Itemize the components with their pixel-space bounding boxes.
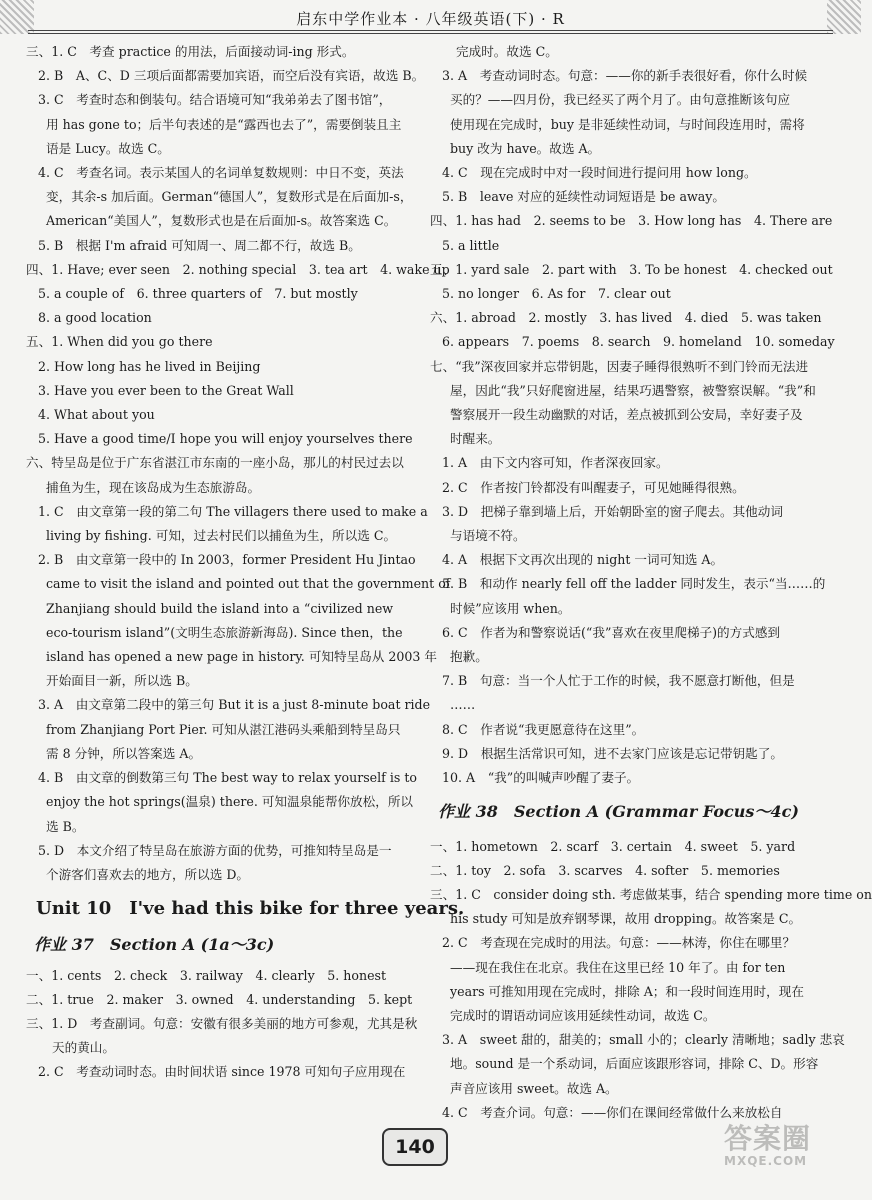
answer-line: 4. C 考查介词。句意：——你们在课间经常做什么来放松自 [442,1104,783,1120]
answer-line: 1. A 由下文内容可知，作者深夜回家。 [442,455,669,471]
answer-line: 2. C 考查现在完成时的用法。句意：——林涛，你住在哪里？ [442,935,796,951]
answer-line: living by fishing. 可知，过去村民们以捕鱼为生，所以选 C。 [46,528,397,544]
watermark-logo [724,1124,844,1168]
answer-line: 4. A 根据下文再次出现的 night 一词可知选 A。 [442,552,724,568]
answer-line: 5. a little [442,237,500,253]
answer-line: 买的？——四月份，我已经买了两个月了。由句意推断该句应 [450,92,791,108]
header-rule [28,30,833,31]
answer-line: 七、“我”深夜回家并忘带钥匙，因妻子睡得很熟听不到门铃而无法进 [430,358,809,374]
left-column [26,40,465,1085]
answer-line: buy 改为 have。故选 A。 [450,140,601,156]
answer-line: 声音应该用 sweet。故选 A。 [450,1080,618,1096]
homework-38-title: 作业 38 Section A (Grammar Focus～4c) [438,802,799,822]
answer-line: …… [450,697,476,713]
answer-line: 5. B leave 对应的延续性动词短语是 be away。 [442,189,725,205]
answer-line: 五、1. yard sale 2. part with 3. To be honest 4. checked out [430,261,833,277]
answer-block [430,40,840,790]
answer-line: 变，其余-s 加后面。German“德国人”，复数形式是在后面加-s， [46,189,413,205]
answer-line: 2. How long has he lived in Beijing [38,358,261,374]
answer-line: Zhanjiang should build the island into a “civilized new [46,600,394,616]
header-title: 启东中学作业本 · 八年级英语(下) · R [296,10,565,28]
answer-line: 1. C 由文章第一段的第二句 The villagers there used to make a [38,503,428,519]
answer-line: 完成时。故选 C。 [456,44,558,59]
answer-line: 2. C 考查动词时态。由时间状语 since 1978 可知句子应用现在 [38,1064,406,1080]
answer-line: 一、1. hometown 2. scarf 3. certain 4. sweet 5. yard [430,838,796,854]
answer-line: 3. Have you ever been to the Great Wall [38,382,294,398]
answer-line: 4. What about you [38,407,155,423]
answer-line: 二、1. toy 2. sofa 3. scarves 4. softer 5. memories [430,862,780,878]
homework-37-title: 作业 37 Section A (1a～3c) [34,935,275,955]
answer-line: his study 可知是放弃钢琴课，故用 dropping。故答案是 C。 [450,911,802,927]
answer-line: 三、1. C 考查 practice 的用法，后面接动词-ing 形式。 [26,44,355,59]
answer-line: 三、1. C consider doing sth. 考虑做某事，结合 spending more time on [430,886,872,902]
answer-line: 5. Have a good time/I hope you will enjoy yourselves there [38,431,413,447]
answer-line: 3. D 把梯子靠到墙上后，开始朝卧室的窗子爬去。其他动词 [442,503,783,519]
answer-line: 开始面目一新，所以选 B。 [46,673,198,689]
answer-line: 捕鱼为生，现在该岛成为生态旅游岛。 [46,479,261,495]
answer-line: years 可推知用现在完成时，排除 A；和一段时间连用时，现在 [450,983,804,999]
answer-line: 天的黄山。 [52,1040,115,1056]
answer-line: 4. B 由文章的倒数第三句 The best way to relax yourself is to [38,770,417,786]
answer-line: island has opened a new page in history. 可知特呈岛从 2003 年 [46,649,438,665]
answer-line: 5. B 和动作 nearly fell off the ladder 同时发生，表示“当……的 [442,576,826,592]
answer-line: ——现在我住在北京。我住在这里已经 10 年了。由 for ten [450,959,786,975]
answer-line: enjoy the hot springs(温泉) there. 可知温泉能帮你放松，所以 [46,794,414,810]
answer-line: 一、1. cents 2. check 3. railway 4. clearly 5. honest [26,967,387,983]
answer-line: 6. C 作者为和警察说话(“我”喜欢在夜里爬梯子)的方式感到 [442,624,781,640]
answer-line: 五、1. When did you go there [26,334,213,350]
answer-line: 5. B 根据 I'm afraid 可知周一、周二都不行，故选 B。 [38,237,361,253]
answer-line: 时候”应该用 when。 [450,600,571,616]
answer-line: 8. C 作者说“我更愿意待在这里”。 [442,721,645,737]
answer-line: 5. D 本文介绍了特呈岛在旅游方面的优势，可推知特呈岛是一 [38,842,392,858]
answer-line: 7. B 句意：当一个人忙于工作的时候，我不愿意打断他，但是 [442,673,795,689]
answer-line: 2. C 作者按门铃都没有叫醒妻子，可见她睡得很熟。 [442,479,745,495]
answer-line: 个游客们喜欢去的地方，所以选 D。 [46,866,250,882]
answer-line: 三、1. D 考查副词。句意：安徽有很多美丽的地方可参观，尤其是秋 [26,1015,418,1031]
answer-line: 2. B A、C、D 三项后面都需要加宾语，而空后没有宾语，故选 B。 [38,68,425,84]
answer-line: 时醒来。 [450,431,501,447]
answer-line: 5. a couple of 6. three quarters of 7. but mostly [38,286,358,302]
answer-line: 与语境不符。 [450,528,526,544]
answer-line: 9. D 根据生活常识可知，进不去家门应该是忘记带钥匙了。 [442,745,783,761]
answer-line: 地。sound 是一个系动词，后面应该跟形容词，排除 C、D。形容 [450,1056,819,1072]
answer-line: 抱歉。 [450,649,488,665]
answer-line: 需 8 分钟，所以答案选 A。 [46,745,202,761]
answer-line: 选 B。 [46,818,85,834]
unit-title: Unit 10 I've had this bike for three years. [36,898,465,920]
answer-line: from Zhanjiang Port Pier. 可知从湛江港码头乘船到特呈岛只 [46,721,401,737]
answer-line: 2. B 由文章第一段中的 In 2003，former President Hu Jintao [38,552,416,568]
answer-line: 六、1. abroad 2. mostly 3. has lived 4. died 5. was taken [430,310,822,326]
answer-line: 六、特呈岛是位于广东省湛江市东南的一座小岛，那儿的村民过去以 [26,455,404,471]
answer-line: 用 has gone to；后半句表述的是“露西也去了”，需要倒装且主 [46,116,402,132]
answer-line: came to visit the island and pointed out that the government of [46,576,451,592]
answer-line: 3. C 考查时态和倒装句。结合语境可知“我弟弟去了图书馆”， [38,92,392,108]
page-number: 140 [382,1128,448,1166]
answer-line: eco-tourism island”(文明生态旅游新海岛). Since then，the [46,624,403,640]
right-column [430,40,872,1125]
answer-block [26,964,418,1085]
answer-line: 完成时的谓语动词应该用延续性动词，故选 C。 [450,1007,716,1023]
header-rule [28,33,833,34]
answer-block [26,40,451,887]
page-header [0,0,861,38]
answer-line: 四、1. has had 2. seems to be 3. How long has 4. There are [430,213,833,229]
answer-line: 警察展开一段生动幽默的对话，差点被抓到公安局，幸好妻子及 [450,407,803,423]
answer-line: 4. C 考查名词。表示某国人的名词单复数规则：中日不变，英法 [38,165,404,181]
watermark-url: MXQE.COM [724,1154,808,1168]
answer-line: American“美国人”，复数形式也是在后面加-s。故答案选 C。 [46,213,397,229]
answer-line: 3. A sweet 甜的，甜美的；small 小的；clearly 清晰地；sadly 悲哀 [442,1032,845,1048]
watermark-text: 答案圈 [724,1122,812,1155]
answer-line: 二、1. true 2. maker 3. owned 4. understanding 5. kept [26,991,413,1007]
answer-line: 语是 Lucy。故选 C。 [46,140,170,156]
answer-line: 5. no longer 6. As for 7. clear out [442,286,671,302]
answer-line: 6. appears 7. poems 8. search 9. homeland 10. someday [442,334,835,350]
answer-line: 使用现在完成时，buy 是非延续性动词，与时间段连用时，需将 [450,116,805,132]
answer-line: 3. A 由文章第二段中的第三句 But it is a just 8-minute boat ride [38,697,431,713]
answer-line: 4. C 现在完成时中对一段时间进行提问用 how long。 [442,165,757,181]
answer-line: 四、1. Have; ever seen 2. nothing special 3. tea art 4. wake up [26,261,450,277]
answer-block [430,835,872,1125]
answer-line: 屋，因此“我”只好爬窗进屋，结果巧遇警察，被警察误解。“我”和 [450,382,816,398]
answer-line: 8. a good location [38,310,152,326]
answer-line: 3. A 考查动词时态。句意：——你的新手表很好看，你什么时候 [442,68,808,84]
answer-line: 10. A “我”的叫喊声吵醒了妻子。 [442,770,640,786]
